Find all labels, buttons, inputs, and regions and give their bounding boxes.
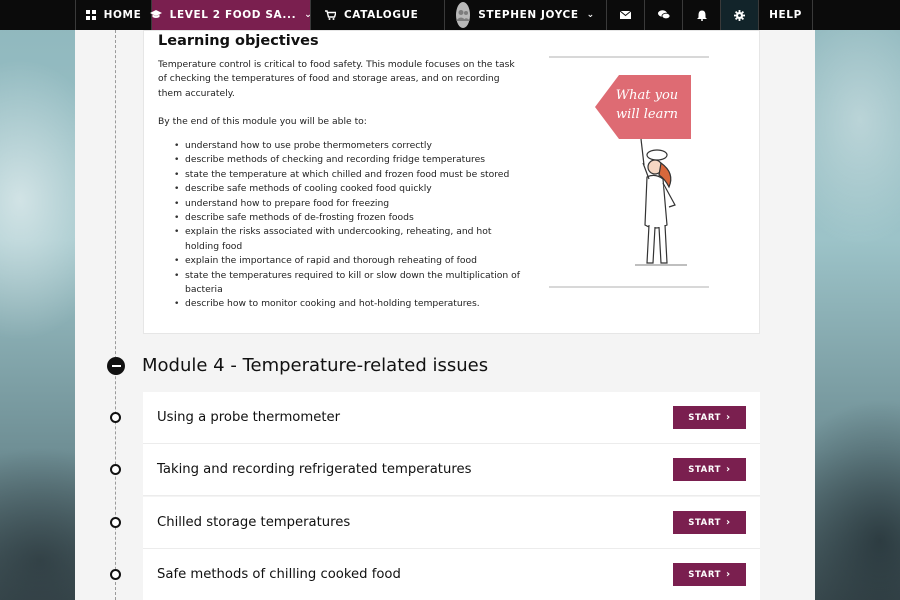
list-item: • describe how to monitor cooking and hot-holding temperatures. [174,297,524,311]
chef-figure [635,139,687,265]
module-title: Module 4 - Temperature-related issues [142,355,489,376]
start-button-label: START [688,412,722,423]
grid-icon [86,10,96,20]
list-item: • describe methods of checking and recording fridge temperatures [174,153,524,167]
list-item: • explain the risks associated with undercooking, reheating, and hot holding food [174,225,524,254]
timeline-line [115,30,116,600]
objectives-list [174,139,524,312]
objectives-intro: Temperature control is critical to food safety. This module focuses on the task of checking the temperatures of food and storage areas, and on recording them accurately. [158,59,515,99]
list-item: • state the temperature at which chilled and frozen food must be stored [174,168,524,182]
nav-spacer [0,0,75,30]
chevron-down-icon: ⌄ [304,10,313,20]
course-content [75,30,815,600]
chat-bubbles-icon [658,10,670,20]
start-button[interactable] [673,563,746,586]
nav-catalogue[interactable] [310,0,444,30]
nav-help-label: HELP [769,9,802,21]
sign-board [595,75,691,139]
cart-icon [325,10,336,20]
timeline-node [110,412,121,423]
learning-objectives-card [143,30,760,334]
list-item: • explain the importance of rapid and thorough reheating of food [174,254,524,268]
bell-icon [697,10,707,21]
start-button[interactable] [673,406,746,429]
lesson-title: Taking and recording refrigerated temperatures [157,462,472,477]
chef-illustration [549,55,709,290]
avatar [456,2,470,28]
timeline-node [110,569,121,580]
lesson-row [143,392,760,444]
list-item: • understand how to prepare food for freezing [174,197,524,211]
timeline-node [110,517,121,528]
nav-notifications[interactable] [682,0,720,30]
list-item: • describe safe methods of cooling cooked food quickly [174,182,524,196]
lesson-row [143,497,760,549]
lesson-title: Chilled storage temperatures [157,515,351,530]
start-button-label: START [688,569,722,580]
sign-text-line2: will learn [616,107,678,122]
start-button[interactable] [673,511,746,534]
nav-home-label: HOME [103,9,142,21]
nav-course-dropdown[interactable] [151,0,313,30]
nav-user-dropdown[interactable] [444,0,606,30]
nav-help[interactable] [758,0,813,30]
lesson-title: Using a probe thermometer [157,410,341,425]
chevron-right-icon: › [726,517,731,528]
lesson-title: Safe methods of chilling cooked food [157,567,401,582]
gear-icon [734,10,745,21]
chevron-right-icon: › [726,412,731,423]
lesson-row [143,549,760,600]
nav-user-name: STEPHEN JOYCE [478,9,579,21]
graduation-cap-icon [150,10,162,20]
start-button-label: START [688,464,722,475]
objectives-title: Learning objectives [158,33,319,49]
list-item: • understand how to use probe thermometers correctly [174,139,524,153]
chevron-right-icon: › [726,569,731,580]
nav-course-label: LEVEL 2 FOOD SA... [169,9,297,21]
top-navbar [0,0,900,30]
chevron-down-icon: ⌄ [586,10,595,20]
envelope-icon [620,11,631,19]
nav-catalogue-label: CATALOGUE [344,9,419,21]
list-item: • state the temperatures required to kill or slow down the multiplication of bacteria [174,269,524,298]
nav-chat[interactable] [644,0,682,30]
nav-messages[interactable] [606,0,644,30]
lesson-row [143,444,760,496]
module-header[interactable] [107,355,488,376]
timeline-node [110,464,121,475]
start-button[interactable] [673,458,746,481]
collapse-minus-icon[interactable] [107,357,125,375]
list-item: • describe safe methods of de-frosting frozen foods [174,211,524,225]
nav-settings[interactable] [720,0,758,30]
sign-text-line1: What you [615,88,679,103]
objectives-intro-2: By the end of this module you will be able to: [158,116,367,127]
chevron-right-icon: › [726,464,731,475]
nav-home[interactable] [75,0,151,30]
start-button-label: START [688,517,722,528]
